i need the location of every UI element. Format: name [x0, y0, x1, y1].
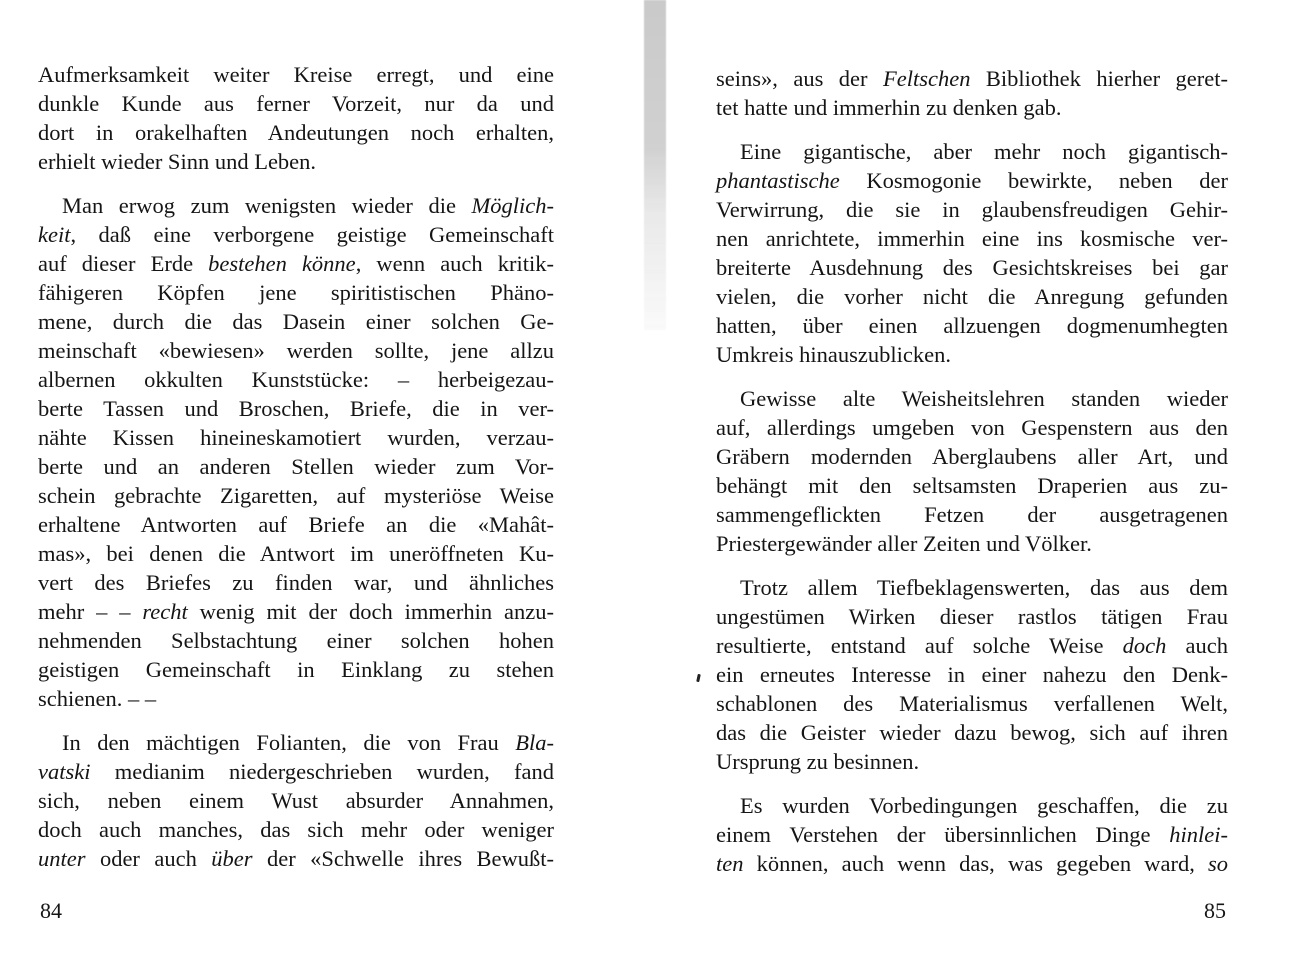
- text-line: Es wurden Vorbedingungen geschaffen, die zu: [740, 793, 1228, 818]
- paragraph-gap: [716, 122, 1228, 137]
- text-line: behängt mit den seltsamsten Draperien aus zu-: [716, 473, 1228, 498]
- text-line: schablonen des Materialismus verfallenen Welt,: [716, 691, 1228, 716]
- emphasis: unter: [38, 846, 86, 871]
- paragraph-gap: [716, 558, 1228, 573]
- text-line: phantastische Kosmogonie bewirkte, neben der: [716, 168, 1228, 193]
- paragraph: [716, 64, 1228, 122]
- emphasis: keit: [38, 222, 71, 247]
- text-line: resultierte, entstand auf solche Weise doch auch: [716, 633, 1228, 658]
- text-line: mehr – – recht wenig mit der doch immerhin anzu-: [38, 599, 555, 624]
- text-line: nähte Kissen hineineskamotiert wurden, verzau-: [38, 425, 554, 450]
- emphasis: hinlei-: [1169, 822, 1228, 847]
- text-line: Eine gigantische, aber mehr noch gigantisch-: [740, 139, 1228, 164]
- right-page-text: [716, 64, 1228, 878]
- text-line: ein erneutes Interesse in einer nahezu den Denk-: [716, 662, 1228, 687]
- text-line: schienen. – –: [38, 686, 157, 711]
- page-number-right: 85: [1204, 898, 1226, 923]
- text-line: das die Geister wieder dazu bewog, sich auf ihren: [716, 720, 1228, 745]
- text-line: Man erwog zum wenigsten wieder die Möglich-: [62, 193, 554, 218]
- emphasis: Feltschen: [882, 66, 971, 91]
- paragraph-gap: [716, 776, 1228, 791]
- text-line: erhielt wieder Sinn und Leben.: [38, 149, 317, 174]
- paragraph-gap: [38, 176, 554, 191]
- paragraph-gap: [716, 369, 1228, 384]
- text-line: Priestergewänder aller Zeiten und Völker.: [716, 531, 1092, 556]
- text-line: mas», bei denen die Antwort im uneröffneten Ku-: [38, 541, 554, 566]
- left-page: [0, 0, 640, 956]
- text-line: unter oder auch über der «Schwelle ihres Bewußt-: [38, 846, 555, 871]
- text-line: breiterte Ausdehnung des Gesichtskreises bei gar: [716, 255, 1228, 280]
- text-line: keit, daß eine verborgene geistige Gemeinschaft: [38, 222, 554, 247]
- text-line: geistigen Gemeinschaft in Einklang zu stehen: [38, 657, 554, 682]
- emphasis: vatski: [38, 759, 91, 784]
- paragraph: [716, 791, 1228, 878]
- left-page-text: [38, 60, 554, 873]
- emphasis: so: [1207, 851, 1228, 876]
- paragraph: [38, 60, 554, 176]
- text-line: Umkreis hinauszublicken.: [716, 342, 951, 367]
- text-line: seins», aus der Feltschen Bibliothek hierher geret-: [716, 66, 1228, 91]
- text-line: vatski medianim niedergeschrieben wurden, fand: [38, 759, 554, 784]
- paragraph: [716, 573, 1228, 776]
- text-line: meinschaft «bewiesen» werden sollte, jene allzu: [38, 338, 554, 363]
- text-line: berte und an anderen Stellen wieder zum Vor-: [38, 454, 554, 479]
- text-line: einem Verstehen der übersinnlichen Dinge hinlei-: [716, 822, 1228, 847]
- text-line: sich, neben einem Wust absurder Annahmen,: [38, 788, 554, 813]
- text-line: schein gebrachte Zigaretten, auf mysteriöse Weise: [38, 483, 554, 508]
- text-line: vert des Briefes zu finden war, und ähnliches: [38, 570, 554, 595]
- emphasis: Bla-: [515, 730, 554, 755]
- emphasis: über: [211, 846, 253, 871]
- text-line: vielen, die vorher nicht die Anregung gefunden: [716, 284, 1228, 309]
- text-line: berte Tassen und Broschen, Briefe, die in ver-: [38, 396, 554, 421]
- paragraph: [716, 384, 1228, 558]
- text-line: dunkle Kunde aus ferner Vorzeit, nur da und: [38, 91, 554, 116]
- text-line: nen anrichtete, immerhin eine ins kosmische ver-: [716, 226, 1228, 251]
- right-page: [640, 0, 1300, 956]
- text-line: ungestümen Wirken dieser rastlos tätigen Frau: [716, 604, 1228, 629]
- text-line: Ursprung zu besinnen.: [716, 749, 920, 774]
- text-line: Aufmerksamkeit weiter Kreise erregt, und eine: [38, 62, 554, 87]
- paragraph: [38, 191, 554, 713]
- text-line: mene, durch die das Dasein einer solchen Ge-: [38, 309, 554, 334]
- text-line: In den mächtigen Folianten, die von Frau Bla-: [62, 730, 554, 755]
- text-line: fähigeren Köpfen jene spiritistischen Phäno-: [38, 280, 554, 305]
- text-line: Gräbern modernden Aberglaubens aller Art, und: [716, 444, 1228, 469]
- emphasis: bestehen könne: [208, 251, 356, 276]
- emphasis: ten: [716, 851, 744, 876]
- emphasis: phantastische: [716, 168, 840, 193]
- paragraph-gap: [38, 713, 554, 728]
- page-number-left: 84: [40, 898, 62, 923]
- text-line: Verwirrung, die sie in glaubensfreudigen Gehir-: [716, 197, 1228, 222]
- paragraph: [716, 137, 1228, 369]
- text-line: albernen okkulten Kunststücke: – herbeigezau-: [38, 367, 554, 392]
- emphasis: doch: [1122, 633, 1167, 658]
- text-line: auf, allerdings umgeben von Gespenstern aus den: [716, 415, 1228, 440]
- text-line: ten können, auch wenn das, was gegeben ward, so: [716, 851, 1228, 876]
- text-line: tet hatte und immerhin zu denken gab.: [716, 95, 1062, 120]
- text-line: dort in orakelhaften Andeutungen noch erhalten,: [38, 120, 554, 145]
- text-line: nehmenden Selbstachtung einer solchen hohen: [38, 628, 554, 653]
- emphasis: Möglich-: [471, 193, 554, 218]
- emphasis: recht: [142, 599, 188, 624]
- text-line: hatten, über einen allzuengen dogmenumhegten: [716, 313, 1228, 338]
- text-line: Trotz allem Tiefbeklagenswerten, das aus dem: [740, 575, 1228, 600]
- paragraph: [38, 728, 554, 873]
- text-line: sammengeflickten Fetzen der ausgetragenen: [716, 502, 1228, 527]
- text-line: doch auch manches, das sich mehr oder weniger: [38, 817, 554, 842]
- text-line: erhaltene Antworten auf Briefe an die «Mahât-: [38, 512, 554, 537]
- text-line: auf dieser Erde bestehen könne, wenn auch kritik-: [38, 251, 554, 276]
- text-line: Gewisse alte Weisheitslehren standen wieder: [740, 386, 1228, 411]
